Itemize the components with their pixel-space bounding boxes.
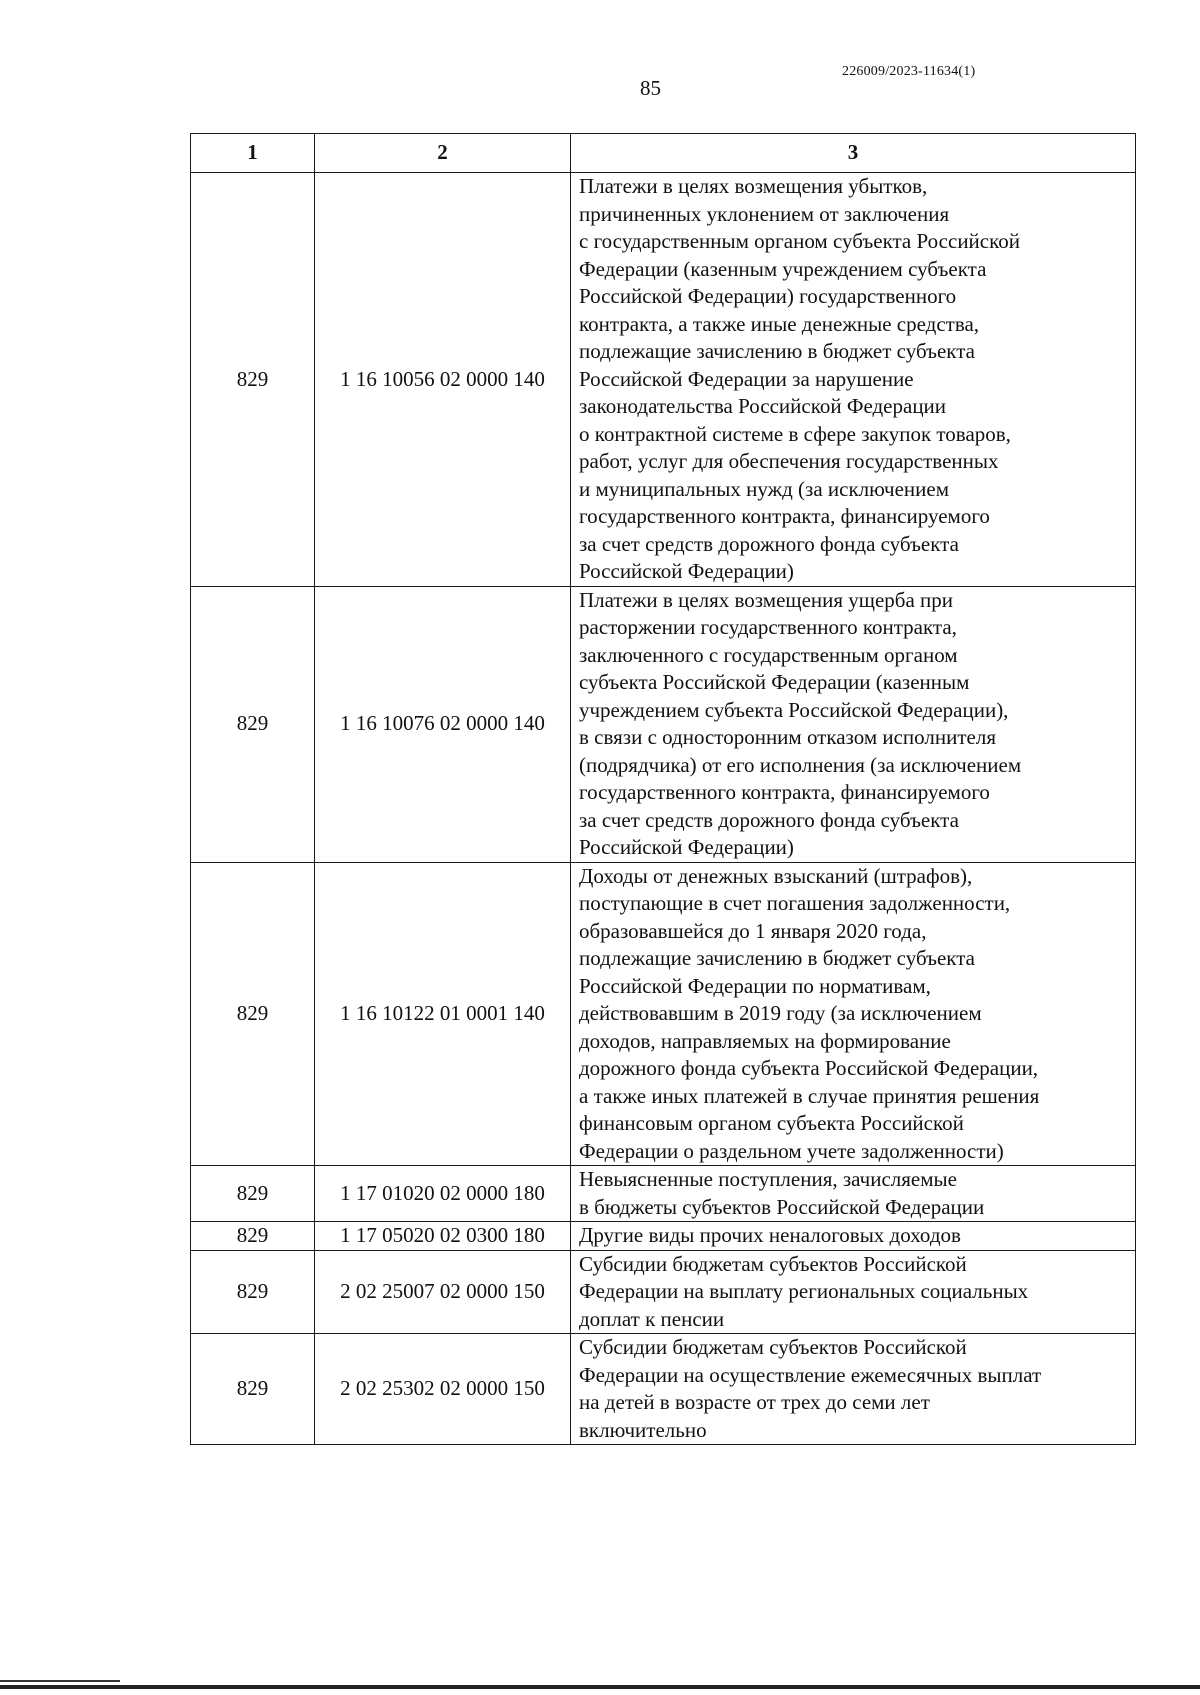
description-line: государственного контракта, финансируемого xyxy=(579,780,990,804)
table-row xyxy=(191,1166,1136,1222)
description-line: в связи с односторонним отказом исполнителя xyxy=(579,725,996,749)
revenue-description-cell xyxy=(571,173,1136,587)
table-row xyxy=(191,862,1136,1166)
budget-classification-code-cell: 1 16 10122 01 0001 140 xyxy=(315,862,571,1166)
revenue-description-cell xyxy=(571,586,1136,862)
admin-code-cell: 829 xyxy=(191,173,315,587)
description-line: с государственным органом субъекта Российской xyxy=(579,229,1020,253)
description-line: Российской Федерации по нормативам, xyxy=(579,973,931,998)
description-line: контракта, а также иные денежные средства, xyxy=(579,311,980,336)
scan-bottom-edge xyxy=(0,1685,1200,1689)
admin-code-cell: 829 xyxy=(191,862,315,1166)
description-line: за счет средств дорожного фонда субъекта xyxy=(579,531,959,556)
description-line: Российской Федерации за нарушение xyxy=(579,366,914,391)
revenue-description-cell xyxy=(571,862,1136,1166)
description-line: расторжении государственного контракта, xyxy=(579,615,957,639)
description-line: заключенного с государственным органом xyxy=(579,642,958,667)
description-line: государственного контракта, финансируемого xyxy=(579,504,990,528)
budget-codes-table xyxy=(190,133,1136,1445)
budget-classification-code-cell: 1 16 10056 02 0000 140 xyxy=(315,173,571,587)
description-line: Субсидии бюджетам субъектов Российской xyxy=(579,1251,967,1276)
description-line: Невыясненные поступления, зачисляемые xyxy=(579,1167,957,1191)
document-id: 226009/2023-11634(1) xyxy=(842,64,976,79)
revenue-description-cell xyxy=(571,1334,1136,1445)
description-line: (подрядчика) от его исполнения (за исключением xyxy=(579,752,1022,777)
budget-classification-code-cell: 2 02 25007 02 0000 150 xyxy=(315,1250,571,1334)
description-line: дорожного фонда субъекта Российской Федерации, xyxy=(579,1056,1039,1080)
admin-code-cell: 829 xyxy=(191,1334,315,1445)
description-line: действовавшим в 2019 году (за исключением xyxy=(579,1001,982,1025)
description-line: финансовым органом субъекта Российской xyxy=(579,1111,964,1135)
column-header-2: 2 xyxy=(315,134,571,173)
revenue-description-cell xyxy=(571,1222,1136,1251)
description-line: Федерации о раздельном учете задолженности) xyxy=(579,1138,1004,1163)
description-line: поступающие в счет погашения задолженности, xyxy=(579,891,1011,915)
budget-classification-code-cell: 1 17 05020 02 0300 180 xyxy=(315,1222,571,1251)
description-line: доходов, направляемых на формирование xyxy=(579,1028,951,1053)
description-line: в бюджеты субъектов Российской Федерации xyxy=(579,1194,985,1219)
description-line: Другие виды прочих неналоговых доходов xyxy=(579,1223,961,1247)
description-line: Доходы от денежных взысканий (штрафов), xyxy=(579,863,973,888)
budget-classification-code-cell: 1 16 10076 02 0000 140 xyxy=(315,586,571,862)
revenue-description-cell xyxy=(571,1166,1136,1222)
description-line: Платежи в целях возмещения ущерба при xyxy=(579,587,954,612)
admin-code-cell: 829 xyxy=(191,1250,315,1334)
table-row xyxy=(191,173,1136,587)
admin-code-cell: 829 xyxy=(191,1222,315,1251)
description-line: Российской Федерации) государственного xyxy=(579,284,957,308)
column-header-1: 1 xyxy=(191,134,315,173)
description-line: учреждением субъекта Российской Федерации), xyxy=(579,697,1009,722)
column-header-3: 3 xyxy=(571,134,1136,173)
scan-edge-mark xyxy=(0,1680,120,1682)
table-row xyxy=(191,1334,1136,1445)
description-line: работ, услуг для обеспечения государственных xyxy=(579,449,999,473)
budget-classification-code-cell: 1 17 01020 02 0000 180 xyxy=(315,1166,571,1222)
budget-classification-code-cell: 2 02 25302 02 0000 150 xyxy=(315,1334,571,1445)
description-line: Субсидии бюджетам субъектов Российской xyxy=(579,1335,967,1359)
description-line: причиненных уклонением от заключения xyxy=(579,201,950,226)
table-row xyxy=(191,586,1136,862)
admin-code-cell: 829 xyxy=(191,586,315,862)
admin-code-cell: 829 xyxy=(191,1166,315,1222)
description-line: подлежащие зачислению в бюджет субъекта xyxy=(579,339,975,363)
description-line: доплат к пенсии xyxy=(579,1306,725,1331)
table-header-row xyxy=(191,134,1136,173)
description-line: Федерации на осуществление ежемесячных выплат xyxy=(579,1362,1042,1387)
description-line: Федерации (казенным учреждением субъекта xyxy=(579,256,987,281)
description-line: на детей в возрасте от трех до семи лет xyxy=(579,1390,930,1414)
description-line: и муниципальных нужд (за исключением xyxy=(579,476,949,501)
table-row xyxy=(191,1250,1136,1334)
revenue-description-cell xyxy=(571,1250,1136,1334)
description-line: за счет средств дорожного фонда субъекта xyxy=(579,807,959,832)
page-number: 85 xyxy=(640,76,661,100)
description-line: включительно xyxy=(579,1417,707,1442)
description-line: Российской Федерации) xyxy=(579,559,794,583)
description-line: субъекта Российской Федерации (казенным xyxy=(579,670,970,694)
description-line: образовавшейся до 1 января 2020 года, xyxy=(579,918,927,943)
description-line: подлежащие зачислению в бюджет субъекта xyxy=(579,946,975,970)
description-line: Платежи в целях возмещения убытков, xyxy=(579,174,928,198)
table-body xyxy=(191,173,1136,1445)
description-line: Федерации на выплату региональных социальных xyxy=(579,1279,1029,1303)
table-row xyxy=(191,1222,1136,1251)
description-line: о контрактной системе в сфере закупок товаров, xyxy=(579,421,1011,446)
description-line: законодательства Российской Федерации xyxy=(579,394,947,418)
description-line: Российской Федерации) xyxy=(579,835,794,859)
description-line: а также иных платежей в случае принятия решения xyxy=(579,1083,1040,1108)
